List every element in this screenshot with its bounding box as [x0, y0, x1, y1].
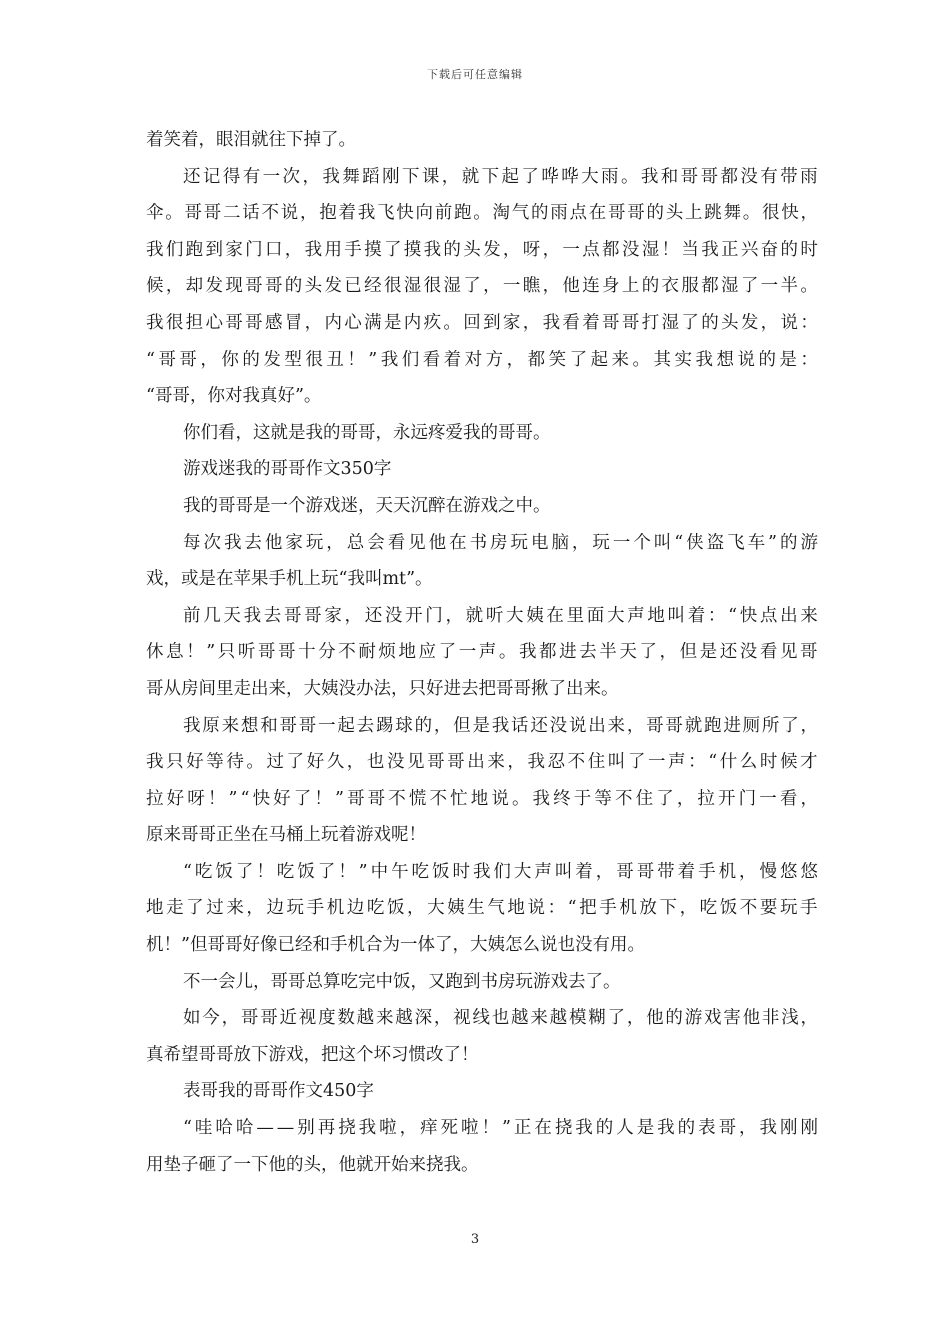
text-line: 我 很 担 心 哥 哥 感 冒 ， 内 心 满 是 内 疚 。 回 到 家 ， 我 看 着 哥 哥 打 湿 了 的 头 发 ， 说 ： — [146, 312, 818, 333]
text-line: 伞 。 哥 哥 二 话 不 说 ， 抱 着 我 飞 快 向 前 跑 。 淘 气 的 雨 点 在 哥 哥 的 头 上 跳 舞 。 很 快 ， — [146, 203, 818, 224]
text-line: 不一会儿，哥哥总算吃完中饭，又跑到书房玩游戏去了。 — [183, 971, 621, 992]
text-line: 如 今 ， 哥 哥 近 视 度 数 越 来 越 深 ， 视 线 也 越 来 越 模 糊 了 ， 他 的 游 戏 害 他 非 浅 ， — [183, 1008, 818, 1029]
text-line: 还 记 得 有 一 次 ， 我 舞 蹈 刚 下 课 ， 就 下 起 了 哗 哗 大 雨 。 我 和 哥 哥 都 没 有 带 雨 — [183, 166, 818, 187]
section-title: 表哥我的哥哥作文450字 — [183, 1081, 374, 1102]
text-line: 地 走 了 过 来 ， 边 玩 手 机 边 吃 饭 ， 大 姨 生 气 地 说 ： “ 把 手 机 放 下 ， 吃 饭 不 要 玩 手 — [146, 898, 818, 919]
text-line: 我 们 跑 到 家 门 口 ， 我 用 手 摸 了 摸 我 的 头 发 ， 呀 ， 一 点 都 没 湿 ！ 当 我 正 兴 奋 的 时 — [146, 239, 818, 260]
text-line: 用垫子砸了一下他的头，他就开始来挠我。 — [146, 1154, 479, 1175]
text-line: 我的哥哥是一个游戏迷，天天沉醉在游戏之中。 — [183, 495, 551, 516]
text-line: 着笑着，眼泪就往下掉了。 — [146, 130, 356, 150]
text-line: 前 几 天 我 去 哥 哥 家 ， 还 没 开 门 ， 就 听 大 姨 在 里 面 大 声 地 叫 着 ： “ 快 点 出 来 — [183, 605, 818, 626]
text-line: 我 原 来 想 和 哥 哥 一 起 去 踢 球 的 ， 但 是 我 话 还 没 说 出 来 ， 哥 哥 就 跑 进 厕 所 了 ， — [183, 715, 818, 736]
text-line: 每 次 我 去 他 家 玩 ， 总 会 看 见 他 在 书 房 玩 电 脑 ， 玩 一 个 叫 “ 侠 盗 飞 车 ” 的 游 — [183, 532, 818, 553]
text-line: 拉 好 呀 ！ ” “ 快 好 了 ！ ” 哥 哥 不 慌 不 忙 地 说 。 我 终 于 等 不 住 了 ， 拉 开 门 一 看 ， — [146, 788, 818, 809]
text-line: 候 ， 却 发 现 哥 哥 的 头 发 已 经 很 湿 很 湿 了 ， 一 瞧 ， 他 连 身 上 的 衣 服 都 湿 了 一 半 。 — [146, 276, 818, 297]
text-line: 你们看，这就是我的哥哥，永远疼爱我的哥哥。 — [183, 422, 551, 443]
text-line: 休 息 ！ ” 只 听 哥 哥 十 分 不 耐 烦 地 应 了 一 声 。 我 都 进 去 半 天 了 ， 但 是 还 没 看 见 哥 — [146, 642, 818, 663]
section-title: 游戏迷我的哥哥作文350字 — [183, 459, 392, 480]
text-line: 机！”但哥哥好像已经和手机合为一体了，大姨怎么说也没有用。 — [146, 935, 645, 956]
text-line: 戏，或是在苹果手机上玩“我叫mt”。 — [146, 569, 433, 590]
text-line: 哥从房间里走出来，大姨没办法，只好进去把哥哥揪了出来。 — [146, 678, 619, 699]
page-header: 下载后可任意编辑 — [427, 68, 523, 81]
text-line: “哥哥，你对我真好”。 — [146, 386, 322, 407]
page-number: 3 — [470, 1232, 480, 1247]
text-line: “ 哥 哥 ， 你 的 发 型 很 丑 ！ ” 我 们 看 着 对 方 ， 都 笑 了 起 来 。 其 实 我 想 说 的 是 ： — [146, 349, 818, 370]
text-line: “ 吃 饭 了 ！ 吃 饭 了 ！ ” 中 午 吃 饭 时 我 们 大 声 叫 着 ， 哥 哥 带 着 手 机 ， 慢 悠 悠 — [183, 861, 818, 882]
text-line: 真希望哥哥放下游戏，把这个坏习惯改了！ — [146, 1044, 479, 1065]
text-line: 我 只 好 等 待 。 过 了 好 久 ， 也 没 见 哥 哥 出 来 ， 我 忍 不 住 叫 了 一 声 ： “ 什 么 时 候 才 — [146, 752, 818, 773]
text-line: “ 哇 哈 哈 — — 别 再 挠 我 啦 ， 痒 死 啦 ！ ” 正 在 挠 我 的 人 是 我 的 表 哥 ， 我 刚 刚 — [183, 1118, 818, 1139]
document-body — [146, 122, 818, 1183]
text-line: 原来哥哥正坐在马桶上玩着游戏呢！ — [146, 825, 426, 846]
